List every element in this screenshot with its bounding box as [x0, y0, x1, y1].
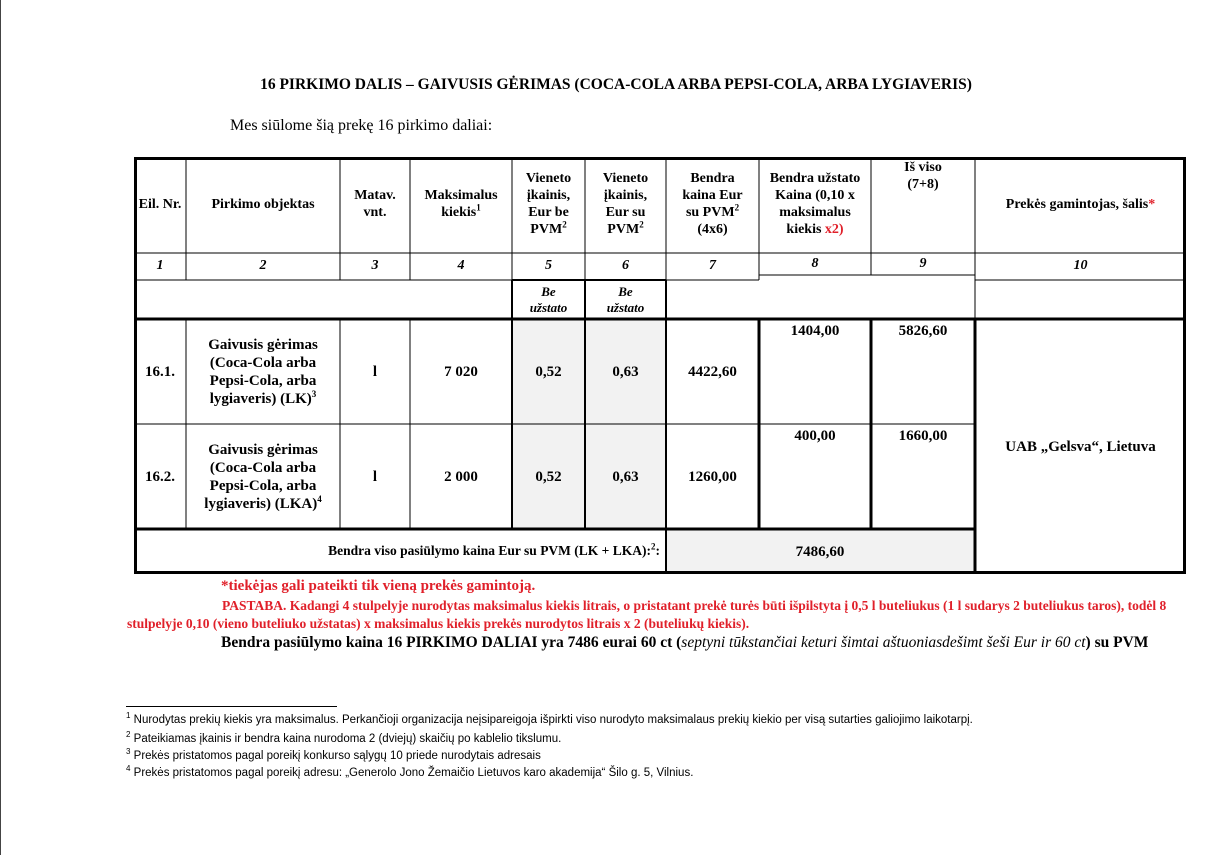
header-qty: Maksimalus kiekis$^1$ — [424, 188, 498, 220]
row2-price-nopvm: 0,52 — [535, 468, 562, 485]
row1-nr: 16.1. — [145, 363, 175, 380]
offer-table — [134, 157, 1186, 574]
row1-total: 4422,60 — [688, 363, 737, 380]
header-unit: Matav. vnt. — [354, 188, 396, 220]
row2-nr: 16.2. — [145, 468, 175, 485]
table-grid-lines — [134, 157, 1186, 574]
header-sum: Iš viso (7+8) — [904, 160, 942, 192]
row1-object: Gaivusis gėrimas (Coca-Cola arba Pepsi-Cola, arba lygiaveris) (LK)$^3$ — [208, 336, 318, 407]
row1-sum: 5826,60 — [898, 323, 948, 339]
col-num-4: 4 — [457, 258, 465, 274]
grand-total-label: Bendra viso pasiūlymo kaina Eur su PVM (LK + LKA):$^2$: — [328, 541, 660, 559]
col-num-1: 1 — [156, 258, 164, 274]
page-left-edge — [0, 0, 1, 855]
row2-unit: l — [372, 468, 378, 485]
header-object: Pirkimo objektas — [211, 196, 315, 212]
footnote-1: $^1$ Nurodytas prekių kiekis yra maksimalus. Perkančioji organizacija neįsipareigoja išpirkti viso nurodyto maksimalaus prekių kiekio per visą sutarties galiojimo laikotarpį. — [126, 711, 973, 726]
footnote-2: $^2$ Pateikiamas įkainis ir bendra kaina nurodoma 2 (dviejų) skaičių po kablelio tikslumu. — [126, 730, 562, 745]
row1-qty: 7 020 — [444, 363, 478, 380]
col-num-8: 8 — [811, 255, 819, 271]
grand-total-value: 7486,60 — [795, 543, 845, 560]
footnote-3: $^3$ Prekės pristatomos pagal poreikį konkurso sąlygų 10 priede nurodytais adresais — [126, 747, 541, 762]
intro-text: Mes siūlome šią prekę 16 pirkimo daliai: — [230, 117, 493, 134]
col-num-9: 9 — [919, 255, 927, 271]
row1-price-pvm: 0,63 — [612, 363, 639, 380]
page-title: 16 PIRKIMO DALIS – GAIVUSIS GĖRIMAS (COCA-COLA ARBA PEPSI-COLA, ARBA LYGIAVERIS) — [260, 76, 972, 93]
header-price-nopvm: Vieneto įkainis, Eur be PVM$^2$ — [525, 171, 572, 237]
header-total: Bendra kaina Eur su PVM$^2$ (4x6) — [682, 171, 743, 237]
footnote-separator — [126, 706, 337, 707]
header-nr: Eil. Nr. — [138, 196, 182, 212]
total-statement: Bendra pasiūlymo kaina 16 PIRKIMO DALIAI yra 7486 eurai 60 ct (septyni tūkstančiai keturi šimtai aštuoniasdešimt šeši Eur ir 60 ct) su PVM — [221, 634, 1149, 651]
header-deposit: Bendra užstato Kaina (0,10 x maksimalus kiekis x2) — [769, 171, 861, 237]
row2-deposit: 400,00 — [794, 428, 836, 444]
row2-total: 1260,00 — [688, 468, 737, 485]
row1-price-nopvm: 0,52 — [535, 363, 562, 380]
row1-deposit: 1404,00 — [790, 323, 840, 339]
col-num-5: 5 — [545, 258, 552, 274]
supplier-note: *tiekėjas gali pateikti tik vieną prekės gamintoją. — [221, 578, 536, 594]
header-manufacturer: Prekės gamintojas, šalis* — [1005, 196, 1156, 212]
footnote-4: $^4$ Prekės pristatomos pagal poreikį adresu: „Generolo Jono Žemaičio Lietuvos karo akademija“ Šilo g. 5, Vilnius. — [126, 764, 694, 779]
row2-sum: 1660,00 — [898, 428, 948, 444]
row2-object: Gaivusis gėrimas (Coca-Cola arba Pepsi-Cola, arba lygiaveris) (LKA)$^4$ — [204, 441, 322, 512]
subnote-5: Be užstato — [529, 283, 568, 315]
manufacturer-cell: UAB „Gelsva“, Lietuva — [1005, 438, 1156, 455]
col-num-3: 3 — [371, 258, 379, 274]
subnote-6: Be užstato — [606, 283, 645, 315]
row2-price-pvm: 0,63 — [612, 468, 639, 485]
remark-note: PASTABA. Kadangi 4 stulpelyje nurodytas maksimalus kiekis litrais, o pristatant prekė turės būti išpilstyta į 0,5 l buteliukus (1 l sudarys 2 buteliukus taros), todėl 8 stulpelyje 0,10 (vieno buteliuko užstatas) x maksimalus kiekis prekės nurodytos litrais x 2 (buteliukų kiekis). — [127, 598, 1167, 632]
col-num-6: 6 — [622, 258, 629, 274]
row1-unit: l — [372, 363, 378, 380]
col-num-10: 10 — [1073, 258, 1088, 274]
col-num-2: 2 — [259, 258, 267, 274]
row2-qty: 2 000 — [444, 468, 478, 485]
col-num-7: 7 — [709, 258, 716, 274]
header-price-pvm: Vieneto įkainis, Eur su PVM$^2$ — [602, 171, 649, 237]
